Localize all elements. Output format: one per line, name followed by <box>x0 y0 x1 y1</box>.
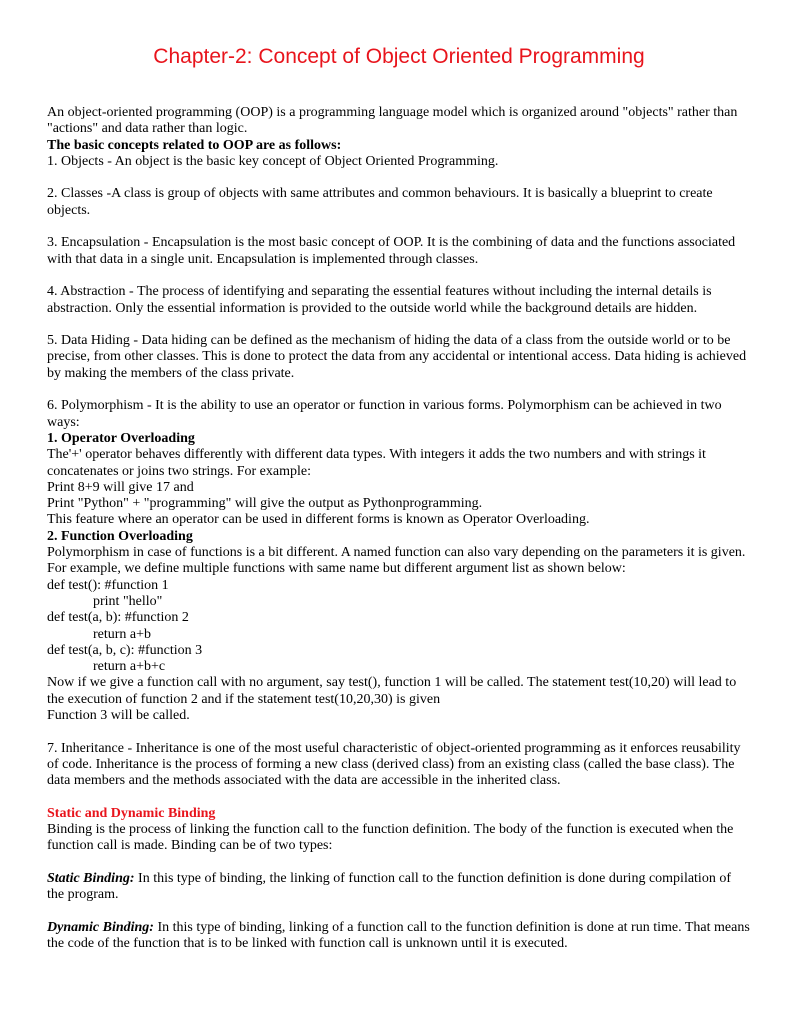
function-overloading-heading: 2. Function Overloading <box>47 528 193 544</box>
page-title: Chapter-2: Concept of Object Oriented Programming <box>153 45 645 68</box>
inheritance-item: 7. Inheritance - Inheritance is one of the most useful characteristic of object-oriented programming as it enforces reusability of code. Inheritance is the process of forming a new class (derived class) from an existing class (called the base class). The data members and the methods associated with the data are accessible in the inherited class. <box>47 740 741 789</box>
function-overloading-text: Polymorphism in case of functions is a bit different. A named function can also vary depending on the parameters it is given. For example, we define multiple functions with same name but different argument list as shown below: <box>47 545 746 577</box>
operator-example-2: Print "Python" + "programming" will give the output as Pythonprogramming. <box>47 496 483 512</box>
operator-overloading-text: The'+' operator behaves differently with different data types. With integers it adds the two numbers and with strings it concatenates or joins two strings. For example: <box>47 447 706 479</box>
dynamic-binding-label: Dynamic Binding: <box>47 919 154 935</box>
objects-item: 1. Objects - An object is the basic key concept of Object Oriented Programming. <box>47 153 499 169</box>
dynamic-binding-text: In this type of binding, linking of a function call to the function definition is done at run time. That means the code of the function that is to be linked with function call is unknown until it is executed. <box>47 919 750 952</box>
static-binding-paragraph <box>47 871 751 904</box>
code-line: return a+b <box>93 626 152 642</box>
encapsulation-item: 3. Encapsulation - Encapsulation is the most basic concept of OOP. It is the combining of data and the functions associated with that data in a single unit. Encapsulation is implemented through classes. <box>47 235 736 267</box>
code-line: def test(a, b): #function 2 <box>47 610 189 626</box>
basics-heading: The basic concepts related to OOP are as follows: <box>47 137 342 153</box>
code-line: print "hello" <box>93 593 163 609</box>
dynamic-binding-paragraph <box>47 920 751 953</box>
code-line: return a+b+c <box>93 659 166 675</box>
function-call-explanation-end: Function 3 will be called. <box>47 707 190 723</box>
intro-paragraph: An object-oriented programming (OOP) is a programming language model which is organized around "objects" rather than "actions" and data rather than logic. <box>47 105 738 137</box>
operator-example-1: Print 8+9 will give 17 and <box>47 479 194 495</box>
operator-overloading-note: This feature where an operator can be used in different forms is known as Operator Overloading. <box>47 512 590 528</box>
classes-item: 2. Classes -A class is group of objects with same attributes and common behaviours. It is basically a blueprint to create objects. <box>47 186 713 218</box>
abstraction-item: 4. Abstraction - The process of identifying and separating the essential features without including the internal details is abstraction. Only the essential information is provided to the outside world while the background details are hidden. <box>47 284 712 316</box>
code-line: def test(a, b, c): #function 3 <box>47 642 203 658</box>
function-call-explanation: Now if we give a function call with no argument, say test(), function 1 will be called. The statement test(10,20) will lead to the execution of function 2 and if the statement test(10,20,30) is given <box>47 675 737 707</box>
static-binding-text: In this type of binding, the linking of function call to the function definition is done during compilation of the program. <box>47 870 731 903</box>
code-line: def test(): #function 1 <box>47 577 169 593</box>
static-binding-label: Static Binding: <box>47 870 135 886</box>
polymorphism-item: 6. Polymorphism - It is the ability to use an operator or function in various forms. Polymorphism can be achieved in two ways: <box>47 398 722 430</box>
binding-heading: Static and Dynamic Binding <box>47 805 216 821</box>
operator-overloading-heading: 1. Operator Overloading <box>47 430 195 446</box>
data-hiding-item: 5. Data Hiding - Data hiding can be defined as the mechanism of hiding the data of a class from the outside world or to be precise, from other classes. This is done to protect the data from any accidental or intentional access. Data hiding is achieved by making the members of the class private. <box>47 333 747 381</box>
binding-text: Binding is the process of linking the function call to the function definition. The body of the function is executed when the function call is made. Binding can be of two types: <box>47 822 734 854</box>
